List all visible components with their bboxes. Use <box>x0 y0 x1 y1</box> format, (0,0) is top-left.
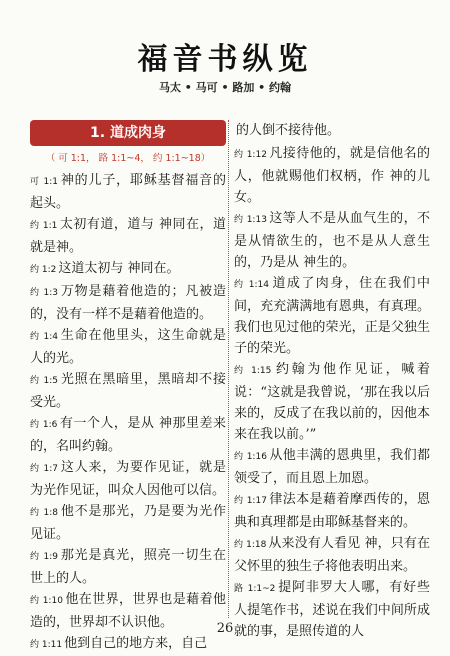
verse-text: 生命在他里头，这生命就是人的光。 <box>30 328 226 366</box>
verse-ref: 约 1:6 <box>30 420 58 430</box>
verse-text: 的人倒不接待他。 <box>236 123 341 138</box>
verse-ref: 约 1:18 <box>234 540 267 550</box>
section-heading: 1. 道成肉身 <box>30 120 226 146</box>
verse <box>234 533 430 577</box>
verse-ref: 约 1:13 <box>234 215 267 225</box>
verse-text: 这道太初与 神同在。 <box>58 261 180 276</box>
verse-ref: 约 1:1 <box>30 221 58 231</box>
verse <box>30 457 226 501</box>
verse <box>234 359 430 445</box>
verse <box>30 413 226 457</box>
left-column <box>30 120 226 656</box>
verse-text: 约翰为他作见证，喊着说：“这就是我曾说，‘那在我以后来的，反成了在我以前的，因他本来在我以前。’” <box>234 362 430 442</box>
column-divider <box>228 120 229 618</box>
verse-ref: 约 1:11 <box>30 640 63 650</box>
verse-text: 凡接待他的，就是信他名的人，他就赐他们权柄，作 神的儿女。 <box>234 146 430 205</box>
verse <box>30 501 226 545</box>
verse-ref: 约 1:4 <box>30 332 59 342</box>
verse <box>234 143 430 208</box>
verse-ref: 约 1:7 <box>30 464 59 474</box>
verse <box>30 214 226 258</box>
verse-text: 他到自己的地方来，自己 <box>64 636 208 651</box>
verse-ref: 约 1:16 <box>234 452 267 462</box>
verse-ref: 约 1:3 <box>30 288 59 298</box>
verse-text: 神的儿子，耶稣基督福音的起头。 <box>30 173 226 211</box>
verse-text: 律法本是藉着摩西传的，恩典和真理都是由耶稣基督来的。 <box>234 492 430 530</box>
verse <box>30 281 226 325</box>
verse <box>30 369 226 413</box>
verse-ref: 约 1:12 <box>234 150 267 160</box>
verse-text: 光照在黑暗里，黑暗却不接受光。 <box>30 372 226 410</box>
verse <box>234 445 430 489</box>
verse-text: 他不是那光，乃是要为光作见证。 <box>30 504 226 542</box>
verse-ref: 约 1:17 <box>234 496 267 506</box>
verse-text: 这人来，为要作见证，就是为光作见证，叫众人因他可以信。 <box>30 460 226 498</box>
verse-text: 万物是藉着他造的；凡被造的，没有一样不是藉着他造的。 <box>30 284 226 322</box>
verse <box>234 208 430 273</box>
verse-text: 从他丰满的恩典里，我们都领受了，而且恩上加恩。 <box>234 448 430 486</box>
section-references: （ 可 1:1， 路 1:1~4， 约 1:1~18） <box>45 153 211 164</box>
page-number: 26 <box>216 621 234 636</box>
verse <box>234 120 430 143</box>
verse-ref: 约 1:10 <box>30 596 63 606</box>
verse-text: 那光是真光，照亮一切生在世上的人。 <box>30 548 226 586</box>
verse-text: 这等人不是从血气生的，不是从情欲生的，也不是从人意生的，乃是从 神生的。 <box>234 211 430 270</box>
verse-ref: 约 1:2 <box>30 265 57 275</box>
book-subtitle: 马太 • 马可 • 路加 • 约翰 <box>158 81 292 94</box>
verse-ref: 可 1:1 <box>30 177 59 187</box>
verse-ref: 约 1:8 <box>30 508 59 518</box>
verse-ref: 路 1:1~2 <box>234 584 276 594</box>
verse-text: 太初有道，道与 神同在，道就是神。 <box>30 217 226 255</box>
verse-ref: 约 1:5 <box>30 376 59 386</box>
verse <box>234 273 430 359</box>
verse-ref: 约 1:14 <box>234 280 269 290</box>
verse-text: 从来没有人看见 神，只有在父怀里的独生子将他表明出来。 <box>234 536 430 574</box>
page-title: 福音书纵览 <box>137 42 313 77</box>
verse <box>30 170 226 214</box>
right-column <box>234 120 430 642</box>
verse-text: 道成了肉身，住在我们中间，充充满满地有恩典，有真理。我们也见过他的荣光，正是父独生子的荣光。 <box>234 276 430 356</box>
verse-ref: 约 1:15 <box>234 366 272 376</box>
verse <box>234 489 430 533</box>
verse-text: 他在世界，世界也是藉着他造的，世界却不认识他。 <box>30 592 226 630</box>
verse-text: 提阿非罗大人哪，有好些人提笔作书，述说在我们中间所成就的事，是照传道的人 <box>234 580 430 639</box>
verse <box>30 545 226 589</box>
verse-ref: 约 1:9 <box>30 552 59 562</box>
verse <box>30 258 226 281</box>
verse <box>30 325 226 369</box>
verse-text: 有一个人，是从 神那里差来的，名叫约翰。 <box>30 416 226 454</box>
